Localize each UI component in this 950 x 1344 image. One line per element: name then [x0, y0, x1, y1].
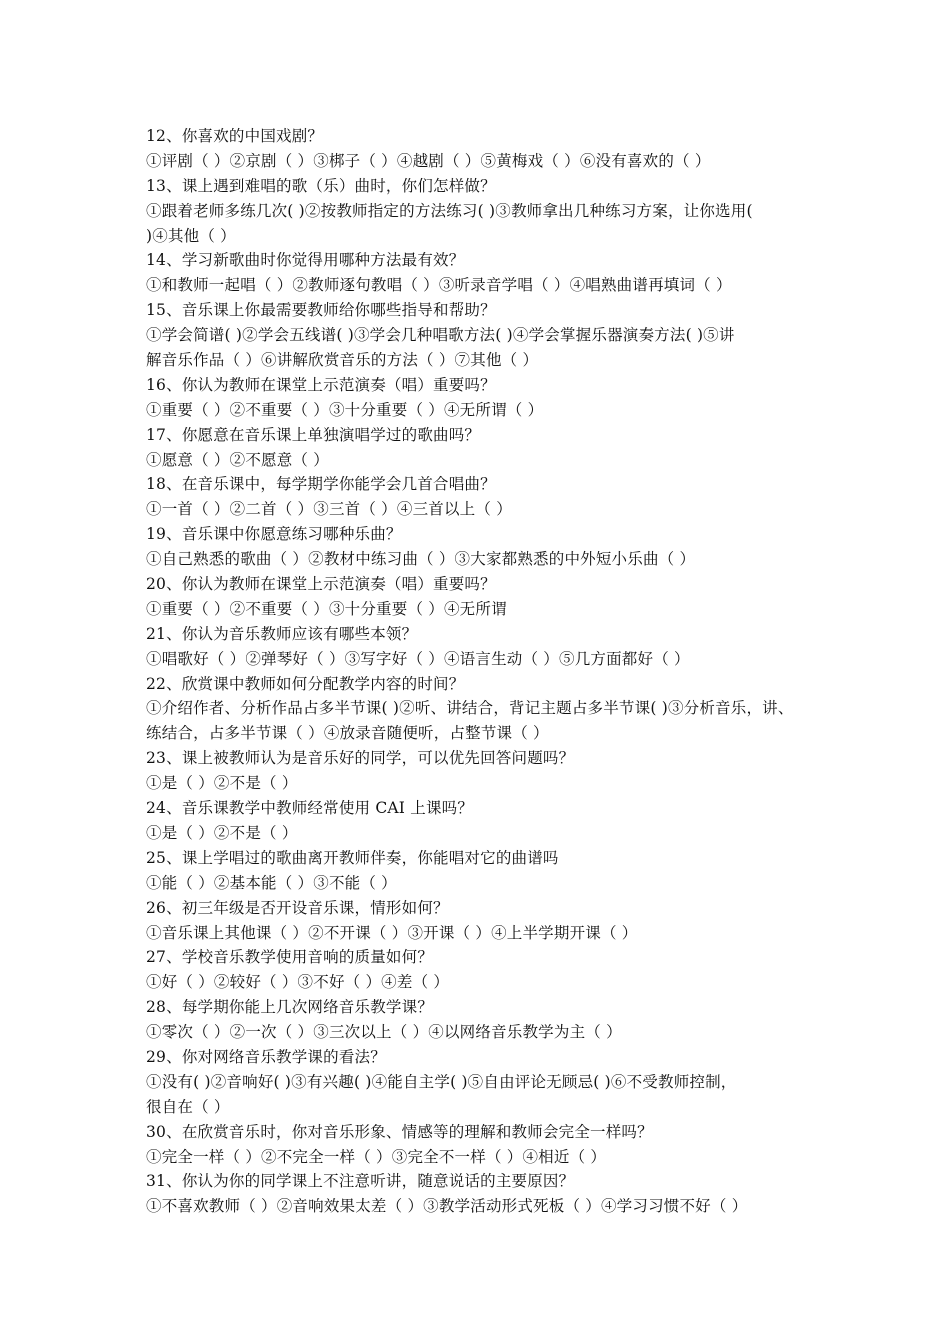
question-18: 18、在音乐课中，每学期学你能学会几首合唱曲？: [146, 475, 496, 494]
answer-options-22: ①介绍作者、分析作品占多半节课( )②听、讲结合，背记主题占多半节课( )③分析音乐，讲、: [146, 699, 794, 718]
question-15: 15、音乐课上你最需要教师给你哪些指导和帮助？: [146, 301, 496, 320]
answer-options-28: ①零次（ ）②一次（ ）③三次以上（ ）④以网络音乐教学为主（ ）: [146, 1023, 622, 1042]
question-19: 19、音乐课中你愿意练习哪种乐曲？: [146, 525, 402, 544]
answer-options-13-cont: )④其他（ ）: [146, 226, 236, 245]
question-16: 16、你认为教师在课堂上示范演奏（唱）重要吗？: [146, 375, 496, 394]
answer-options-15: ①学会简谱( )②学会五线谱( )③学会几种唱歌方法( )④学会掌握乐器演奏方法( )⑤讲: [146, 326, 735, 345]
answer-options-27: ①好（ ）②较好（ ）③不好（ ）④差（ ）: [146, 973, 450, 992]
question-31: 31、你认为你的同学课上不注意听讲，随意说话的主要原因？: [146, 1172, 575, 1191]
question-14: 14、学习新歌曲时你觉得用哪种方法最有效？: [146, 251, 465, 270]
answer-options-17: ①愿意（ ）②不愿意（ ）: [146, 450, 329, 469]
question-24: 24、音乐课教学中教师经常使用 CAI 上课吗？: [146, 799, 474, 818]
question-30: 30、在欣赏音乐时，你对音乐形象、情感等的理解和教师会完全一样吗？: [146, 1122, 653, 1141]
answer-options-25: ①能（ ）②基本能（ ）③不能（ ）: [146, 873, 397, 892]
question-26: 26、初三年级是否开设音乐课，情形如何？: [146, 898, 449, 917]
question-25: 25、课上学唱过的歌曲离开教师伴奏，你能唱对它的曲谱吗: [146, 848, 559, 867]
question-21: 21、你认为音乐教师应该有哪些本领？: [146, 624, 418, 643]
answer-options-19: ①自己熟悉的歌曲（ ）②教材中练习曲（ ）③大家都熟悉的中外短小乐曲（ ）: [146, 550, 696, 569]
question-27: 27、学校音乐教学使用音响的质量如何？: [146, 948, 434, 967]
answer-options-26: ①音乐课上其他课（ ）②不开课（ ）③开课（ ）④上半学期开课（ ）: [146, 923, 638, 942]
question-12: 12、你喜欢的中国戏剧？: [146, 127, 324, 145]
question-23: 23、课上被教师认为是音乐好的同学，可以优先回答问题吗？: [146, 749, 575, 768]
answer-options-30: ①完全一样（ ）②不完全一样（ ）③完全不一样（ ）④相近（ ）: [146, 1147, 607, 1166]
question-20: 20、你认为教师在课堂上示范演奏（唱）重要吗？: [146, 575, 496, 594]
question-17: 17、你愿意在音乐课上单独演唱学过的歌曲吗？: [146, 425, 481, 444]
answer-options-13: ①跟着老师多练几次( )②按教师指定的方法练习( )③教师拿出几种练习方案，让你选用(: [146, 201, 753, 220]
answer-options-16: ①重要（ ）②不重要（ ）③十分重要（ ）④无所谓（ ）: [146, 400, 544, 419]
answer-options-23: ①是（ ）②不是（ ）: [146, 774, 298, 793]
answer-options-14: ①和教师一起唱（ ）②教师逐句教唱（ ）③听录音学唱（ ）④唱熟曲谱再填词（ ）: [146, 276, 732, 295]
answer-options-24: ①是（ ）②不是（ ）: [146, 823, 298, 842]
answer-options-12: ①评剧（ ）②京剧（ ）③梆子（ ）④越剧（ ）⑤黄梅戏（ ）⑥没有喜欢的（ ）: [146, 151, 711, 170]
answer-options-18: ①一首（ ）②二首（ ）③三首（ ）④三首以上（ ）: [146, 500, 512, 519]
question-22: 22、欣赏课中教师如何分配教学内容的时间？: [146, 674, 465, 693]
answer-options-22-cont: 练结合，占多半节课（ ）④放录音随便听，占整节课（ ）: [146, 724, 549, 743]
answer-options-29-cont: 很自在（ ）: [146, 1097, 230, 1116]
answer-options-20: ①重要（ ）②不重要（ ）③十分重要（ ）④无所谓: [146, 599, 507, 618]
question-13: 13、课上遇到难唱的歌（乐）曲时，你们怎样做？: [146, 176, 496, 195]
questionnaire-text: [146, 124, 826, 1219]
answer-options-29: ①没有( )②音响好( )③有兴趣( )④能自主学( )⑤自由评论无顾忌( )⑥不受教师控制，: [146, 1072, 737, 1091]
question-28: 28、每学期你能上几次网络音乐教学课？: [146, 998, 434, 1017]
answer-options-31: ①不喜欢教师（ ）②音响效果太差（ ）③教学活动形式死板（ ）④学习习惯不好（ ）: [146, 1197, 748, 1216]
answer-options-21: ①唱歌好（ ）②弹琴好（ ）③写字好（ ）④语言生动（ ）⑤几方面都好（ ）: [146, 649, 690, 668]
question-29: 29、你对网络音乐教学课的看法？: [146, 1047, 386, 1066]
answer-options-15-cont: 解音乐作品（ ）⑥讲解欣赏音乐的方法（ ）⑦其他（ ）: [146, 351, 539, 370]
